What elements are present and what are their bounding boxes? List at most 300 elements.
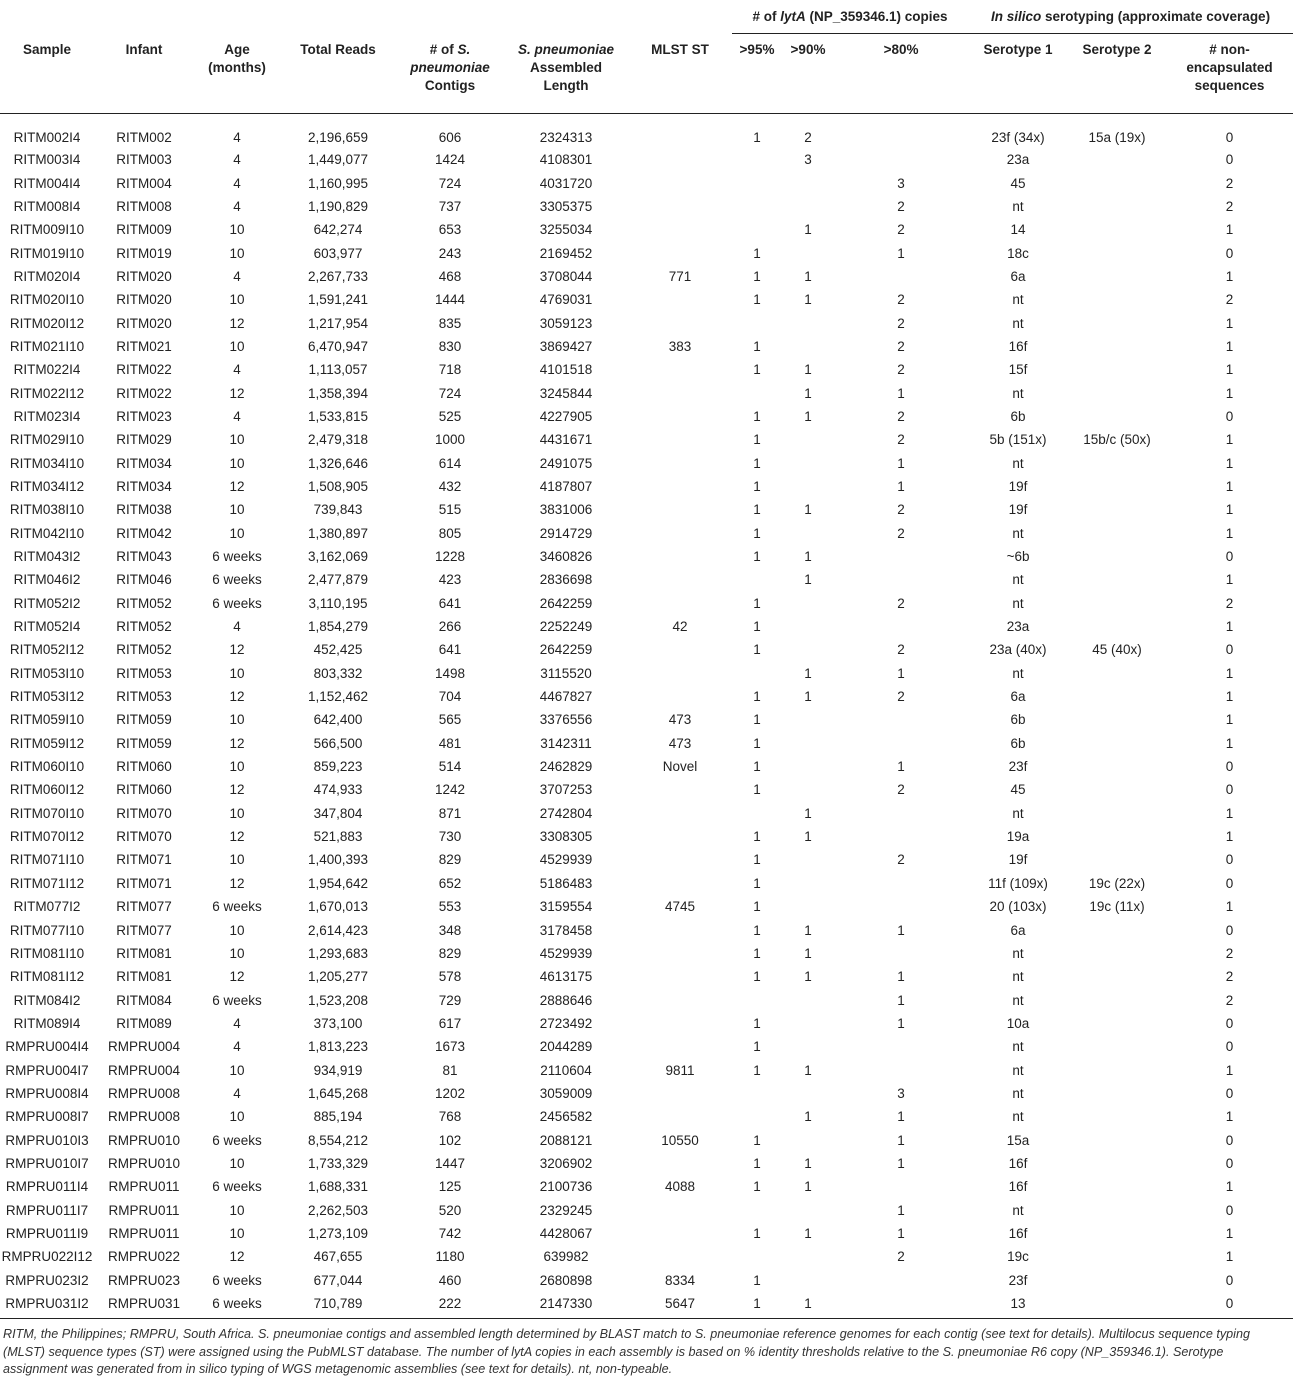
cell-assembled-length: 3206902 [539, 1155, 593, 1171]
cell-serotype2 [1068, 311, 1166, 334]
cell-gt80 [834, 545, 968, 568]
lyta-group-header: # of lytA (NP_359346.1) copies [732, 0, 968, 34]
cell-gt90: 1 [804, 922, 812, 938]
cell-gt95: 1 [753, 362, 761, 378]
cell-total-reads: 934,919 [313, 1062, 363, 1078]
cell-age: 6 weeks [212, 595, 262, 611]
col-mlst: MLST ST [651, 41, 709, 57]
cell-gt80: 2 [897, 362, 905, 378]
cell-age: 4 [233, 1015, 241, 1031]
cell-gt90 [782, 778, 834, 801]
cell-gt95: 1 [753, 735, 761, 751]
cell-nonencapsulated: 1 [1225, 502, 1234, 518]
cell-contigs: 1202 [434, 1085, 466, 1101]
cell-total-reads: 1,533,815 [307, 408, 369, 424]
cell-mlst [628, 241, 732, 264]
cell-infant: RITM020 [116, 315, 172, 331]
cell-infant: RITM021 [116, 338, 172, 354]
cell-nonencapsulated: 1 [1225, 829, 1234, 845]
table-row [0, 592, 1293, 615]
cell-gt95: 1 [753, 642, 761, 658]
cell-nonencapsulated: 1 [1225, 1249, 1234, 1265]
cell-contigs: 835 [438, 315, 462, 331]
table-row [0, 1105, 1293, 1128]
cell-serotype1: 6a [1010, 268, 1026, 284]
table-row [0, 942, 1293, 965]
cell-serotype2 [1068, 522, 1166, 545]
cell-gt95: 1 [753, 945, 761, 961]
cell-gt90: 1 [804, 362, 812, 378]
cell-age: 4 [233, 198, 241, 214]
cell-serotype1: 19f [1008, 502, 1028, 518]
col-gt80: >80% [883, 42, 919, 57]
cell-gt90 [782, 988, 834, 1011]
cell-contigs: 730 [438, 829, 462, 845]
cell-age: 6 weeks [212, 549, 262, 565]
table-row [0, 568, 1293, 591]
cell-serotype1: 15a [1006, 1132, 1030, 1148]
cell-contigs: 348 [438, 922, 462, 938]
cell-contigs: 1424 [434, 152, 466, 168]
cell-sample: RITM022I4 [13, 362, 81, 378]
cell-serotype2 [1068, 195, 1166, 218]
cell-mlst: 383 [668, 338, 692, 354]
cell-serotype2 [1068, 405, 1166, 428]
cell-age: 4 [233, 268, 241, 284]
cell-nonencapsulated: 0 [1225, 549, 1234, 565]
cell-mlst [628, 1082, 732, 1105]
cell-gt95 [732, 568, 782, 591]
cell-serotype1: nt [1012, 1085, 1024, 1101]
cell-contigs: 614 [438, 455, 462, 471]
cell-assembled-length: 2491075 [539, 455, 593, 471]
cell-sample: RMPRU023I2 [5, 1272, 89, 1288]
cell-nonencapsulated: 1 [1225, 805, 1234, 821]
cell-nonencapsulated: 0 [1225, 1272, 1234, 1288]
cell-contigs: 515 [438, 502, 462, 518]
cell-infant: RMPRU011 [108, 1202, 180, 1218]
cell-gt90: 1 [804, 292, 812, 308]
cell-contigs: 1447 [434, 1155, 466, 1171]
cell-mlst [628, 405, 732, 428]
cell-sample: RITM021I10 [9, 338, 85, 354]
cell-gt90: 1 [804, 1296, 812, 1312]
cell-assembled-length: 3178458 [539, 922, 593, 938]
cell-gt95 [732, 195, 782, 218]
cell-infant: RMPRU031 [107, 1296, 181, 1312]
cell-mlst: 4088 [664, 1179, 696, 1195]
cell-age: 6 weeks [212, 1272, 262, 1288]
cell-contigs: 102 [438, 1132, 462, 1148]
col-assembled-length: S. pneumoniae Assembled Length [517, 41, 615, 93]
cell-total-reads: 603,977 [313, 245, 363, 261]
col-total-reads: Total Reads [300, 41, 376, 57]
cell-age: 6 weeks [212, 1296, 262, 1312]
cell-infant: RMPRU023 [107, 1272, 181, 1288]
cell-serotype1: 11f (109x) [988, 875, 1048, 891]
cell-gt90 [782, 732, 834, 755]
table-row [0, 475, 1293, 498]
cell-gt90: 1 [804, 572, 812, 588]
cell-gt80: 2 [897, 642, 905, 658]
cell-gt95: 1 [753, 338, 761, 354]
cell-sample: RITM019I10 [9, 245, 85, 261]
cell-contigs: 222 [438, 1296, 462, 1312]
cell-nonencapsulated: 1 [1225, 735, 1234, 751]
cell-gt95: 1 [753, 129, 761, 145]
cell-gt80 [834, 708, 968, 731]
cell-gt90: 1 [804, 1225, 812, 1241]
cell-assembled-length: 2329245 [539, 1202, 593, 1218]
cell-gt90 [782, 848, 834, 871]
table-row [0, 1012, 1293, 1035]
cell-gt95: 1 [753, 969, 761, 985]
cell-serotype2: 45 (40x) [1092, 642, 1142, 658]
cell-age: 10 [229, 292, 245, 308]
cell-serotype2 [1068, 451, 1166, 474]
cell-serotype2 [1068, 1152, 1166, 1175]
cell-mlst [628, 965, 732, 988]
cell-age: 10 [229, 1225, 245, 1241]
table-row [0, 638, 1293, 661]
cell-age: 4 [233, 1085, 241, 1101]
cell-serotype2 [1068, 335, 1166, 358]
cell-total-reads: 1,113,057 [308, 362, 368, 378]
cell-gt90 [782, 335, 834, 358]
cell-age: 12 [229, 969, 245, 985]
cell-mlst [628, 872, 732, 895]
cell-nonencapsulated: 1 [1225, 689, 1234, 705]
cell-gt80 [834, 1292, 968, 1321]
cell-serotype2 [1068, 988, 1166, 1011]
cell-infant: RITM052 [116, 642, 172, 658]
cell-sample: RITM084I2 [13, 992, 81, 1008]
cell-mlst: 5647 [664, 1296, 696, 1312]
cell-contigs: 830 [438, 338, 462, 354]
col-gt95: >95% [739, 42, 775, 57]
cell-mlst [628, 381, 732, 404]
cell-sample: RMPRU022I12 [1, 1249, 93, 1265]
cell-gt95: 1 [753, 1132, 761, 1148]
cell-nonencapsulated: 0 [1225, 642, 1234, 658]
cell-infant: RITM077 [116, 899, 172, 915]
table-row [0, 1082, 1293, 1105]
cell-serotype2 [1068, 1128, 1166, 1151]
cell-gt95: 1 [753, 549, 761, 565]
cell-serotype1: nt [1012, 969, 1024, 985]
cell-total-reads: 1,217,954 [307, 315, 369, 331]
cell-assembled-length: 2088121 [539, 1132, 593, 1148]
cell-serotype2 [1068, 732, 1166, 755]
cell-serotype2 [1068, 708, 1166, 731]
cell-serotype1: nt [1012, 525, 1024, 541]
cell-contigs: 432 [438, 478, 462, 494]
cell-infant: RMPRU008 [107, 1085, 181, 1101]
cell-sample: RITM038I10 [9, 502, 85, 518]
cell-infant: RITM003 [116, 152, 172, 168]
cell-sample: RITM052I4 [13, 619, 81, 635]
col-sample: Sample [22, 41, 72, 57]
cell-contigs: 266 [438, 619, 462, 635]
cell-serotype2 [1068, 1105, 1166, 1128]
cell-gt80: 1 [897, 759, 905, 775]
cell-contigs: 652 [438, 875, 462, 891]
group-header-row [0, 0, 1293, 34]
cell-mlst [628, 475, 732, 498]
cell-age: 10 [229, 245, 245, 261]
cell-assembled-length: 4467827 [539, 689, 593, 705]
cell-serotype2 [1068, 1058, 1166, 1081]
cell-total-reads: 642,400 [313, 712, 363, 728]
cell-gt95: 1 [753, 1272, 761, 1288]
cell-serotype2 [1068, 1012, 1166, 1035]
cell-total-reads: 1,854,279 [307, 619, 369, 635]
col-contigs: # of S. pneumoniae Contigs [410, 41, 490, 93]
cell-gt95: 1 [753, 875, 761, 891]
cell-age: 6 weeks [212, 1179, 262, 1195]
col-age: Age (months) [208, 41, 266, 75]
cell-nonencapsulated: 0 [1225, 1085, 1234, 1101]
cell-gt95: 1 [753, 852, 761, 868]
cell-mlst [628, 195, 732, 218]
cell-infant: RITM053 [116, 689, 172, 705]
cell-age: 12 [229, 642, 245, 658]
cell-contigs: 525 [438, 408, 462, 424]
cell-assembled-length: 2100736 [539, 1179, 593, 1195]
cell-total-reads: 452,425 [313, 642, 363, 658]
cell-contigs: 514 [438, 759, 462, 775]
cell-sample: RITM081I12 [9, 969, 85, 985]
cell-infant: RMPRU008 [107, 1109, 181, 1125]
cell-serotype2 [1068, 1035, 1166, 1058]
cell-mlst: Novel [662, 759, 698, 775]
cell-infant: RITM022 [116, 362, 172, 378]
cell-gt80: 2 [897, 525, 905, 541]
cell-assembled-length: 2836698 [539, 572, 593, 588]
cell-age: 10 [229, 525, 245, 541]
cell-serotype1: 19f [1008, 478, 1028, 494]
cell-sample: RITM023I4 [13, 408, 81, 424]
cell-nonencapsulated: 0 [1225, 1132, 1234, 1148]
col-infant: Infant [125, 41, 163, 57]
cell-gt90 [782, 1269, 834, 1292]
cell-sample: RITM034I12 [9, 478, 85, 494]
cell-sample: RITM089I4 [13, 1015, 81, 1031]
cell-serotype2 [1068, 662, 1166, 685]
cell-sample: RITM071I12 [9, 875, 85, 891]
cell-serotype1: 23a (40x) [989, 642, 1047, 658]
cell-nonencapsulated: 2 [1225, 969, 1234, 985]
cell-nonencapsulated: 2 [1225, 175, 1234, 191]
cell-age: 10 [229, 805, 245, 821]
cell-serotype1: nt [1012, 945, 1024, 961]
cell-nonencapsulated: 0 [1225, 875, 1234, 891]
cell-infant: RITM020 [116, 268, 172, 284]
cell-gt95: 1 [753, 1179, 761, 1195]
cell-nonencapsulated: 0 [1225, 922, 1234, 938]
cell-assembled-length: 3376556 [539, 712, 593, 728]
cell-sample: RITM020I10 [9, 292, 85, 308]
cell-gt90: 3 [804, 152, 812, 168]
cell-total-reads: 710,789 [313, 1296, 363, 1312]
cell-gt80: 1 [897, 385, 905, 401]
cell-gt80: 2 [897, 198, 905, 214]
cell-infant: RMPRU022 [107, 1249, 181, 1265]
cell-mlst [628, 1245, 732, 1268]
cell-age: 10 [229, 222, 245, 238]
cell-total-reads: 373,100 [313, 1015, 363, 1031]
cell-total-reads: 2,262,503 [307, 1202, 369, 1218]
table-row [0, 895, 1293, 918]
cell-total-reads: 2,479,318 [307, 432, 369, 448]
cell-gt95: 1 [753, 759, 761, 775]
cell-contigs: 737 [438, 198, 462, 214]
cell-gt95: 1 [753, 689, 761, 705]
cell-contigs: 871 [438, 805, 462, 821]
cell-gt80 [834, 1269, 968, 1292]
cell-gt80 [834, 1175, 968, 1198]
table-row [0, 1292, 1293, 1321]
cell-gt80 [834, 1058, 968, 1081]
cell-gt80 [834, 825, 968, 848]
cell-assembled-length: 4769031 [539, 292, 593, 308]
cell-total-reads: 1,205,277 [307, 969, 369, 985]
cell-assembled-length: 2642259 [539, 642, 593, 658]
col-gt90: >90% [790, 42, 826, 57]
cell-gt80: 1 [897, 455, 905, 471]
cell-gt95 [732, 171, 782, 194]
cell-serotype1: 19f [1008, 852, 1028, 868]
cell-infant: RITM084 [116, 992, 172, 1008]
cell-sample: RITM052I2 [13, 595, 81, 611]
cell-serotype1: nt [1012, 315, 1024, 331]
cell-total-reads: 1,954,642 [307, 875, 369, 891]
cell-age: 12 [229, 689, 245, 705]
table-row [0, 802, 1293, 825]
cell-gt90: 1 [804, 1179, 812, 1195]
cell-age: 10 [229, 432, 245, 448]
cell-infant: RITM029 [116, 432, 172, 448]
cell-total-reads: 347,804 [313, 805, 363, 821]
cell-gt95 [732, 381, 782, 404]
cell-sample: RITM060I10 [9, 759, 85, 775]
cell-contigs: 81 [442, 1062, 458, 1078]
cell-gt95 [732, 218, 782, 241]
cell-assembled-length: 4529939 [539, 852, 593, 868]
cell-gt95: 1 [753, 829, 761, 845]
cell-serotype2 [1068, 381, 1166, 404]
cell-nonencapsulated: 0 [1225, 1015, 1234, 1031]
cell-mlst [628, 942, 732, 965]
cell-contigs: 724 [438, 175, 462, 191]
table-row [0, 288, 1293, 311]
cell-contigs: 641 [438, 642, 462, 658]
cell-infant: RITM060 [116, 782, 172, 798]
col-serotype2: Serotype 2 [1082, 42, 1152, 57]
cell-nonencapsulated: 1 [1225, 455, 1234, 471]
cell-gt90 [782, 755, 834, 778]
cell-sample: RITM060I12 [9, 782, 85, 798]
cell-total-reads: 1,523,208 [307, 992, 369, 1008]
cell-contigs: 1228 [434, 549, 466, 565]
cell-total-reads: 1,670,013 [307, 899, 369, 915]
cell-assembled-length: 4031720 [539, 175, 593, 191]
cell-infant: RITM004 [116, 175, 172, 191]
cell-gt95 [732, 1245, 782, 1268]
cell-gt95: 1 [753, 268, 761, 284]
cell-serotype1: nt [1012, 595, 1024, 611]
cell-total-reads: 1,293,683 [307, 945, 369, 961]
cell-sample: RITM077I10 [9, 922, 85, 938]
table-row [0, 685, 1293, 708]
cell-serotype2 [1068, 265, 1166, 288]
cell-mlst [628, 1198, 732, 1221]
cell-nonencapsulated: 1 [1225, 1062, 1234, 1078]
cell-gt90: 1 [804, 222, 812, 238]
cell-gt95: 1 [753, 432, 761, 448]
cell-sample: RITM008I4 [13, 198, 81, 214]
cell-gt80 [834, 732, 968, 755]
cell-gt90: 1 [804, 1109, 812, 1125]
cell-sample: RITM020I12 [9, 315, 85, 331]
cell-gt95 [732, 311, 782, 334]
cell-gt80 [834, 615, 968, 638]
cell-age: 4 [233, 408, 241, 424]
serotyping-group-header: In silico serotyping (approximate coverage) [968, 0, 1293, 34]
cell-total-reads: 566,500 [313, 735, 363, 751]
cell-infant: RMPRU004 [107, 1039, 181, 1055]
cell-infant: RITM020 [116, 292, 172, 308]
cell-serotype2 [1068, 1222, 1166, 1245]
cell-age: 6 weeks [212, 992, 262, 1008]
cell-infant: RITM046 [116, 572, 172, 588]
cell-nonencapsulated: 0 [1225, 1296, 1234, 1312]
cell-gt95: 1 [753, 1225, 761, 1241]
cell-infant: RITM052 [116, 619, 172, 635]
cell-contigs: 768 [438, 1109, 462, 1125]
cell-contigs: 520 [438, 1202, 462, 1218]
cell-mlst [628, 825, 732, 848]
table-row [0, 311, 1293, 334]
cell-total-reads: 642,274 [313, 222, 363, 238]
cell-mlst [628, 171, 732, 194]
cell-serotype2 [1068, 592, 1166, 615]
cell-gt80: 1 [897, 969, 905, 985]
cell-serotype2 [1068, 218, 1166, 241]
cell-nonencapsulated: 0 [1225, 129, 1234, 145]
cell-assembled-length: 2680898 [539, 1272, 593, 1288]
cell-nonencapsulated: 0 [1225, 408, 1234, 424]
cell-serotype1: nt [1012, 1039, 1024, 1055]
cell-serotype1: 20 (103x) [989, 899, 1047, 915]
cell-gt95 [732, 1198, 782, 1221]
cell-gt95: 1 [753, 1039, 761, 1055]
cell-nonencapsulated: 1 [1225, 619, 1234, 635]
cell-nonencapsulated: 1 [1225, 478, 1234, 494]
table-row [0, 615, 1293, 638]
cell-gt90 [782, 1245, 834, 1268]
cell-age: 10 [229, 922, 245, 938]
cell-mlst [628, 1035, 732, 1058]
table-bottom-rule [0, 1318, 1293, 1319]
cell-serotype2 [1068, 1082, 1166, 1105]
cell-serotype2 [1068, 1269, 1166, 1292]
cell-infant: RITM053 [116, 665, 172, 681]
cell-gt95: 1 [753, 899, 761, 915]
table-row [0, 195, 1293, 218]
cell-mlst [628, 288, 732, 311]
cell-assembled-length: 3831006 [539, 502, 593, 518]
